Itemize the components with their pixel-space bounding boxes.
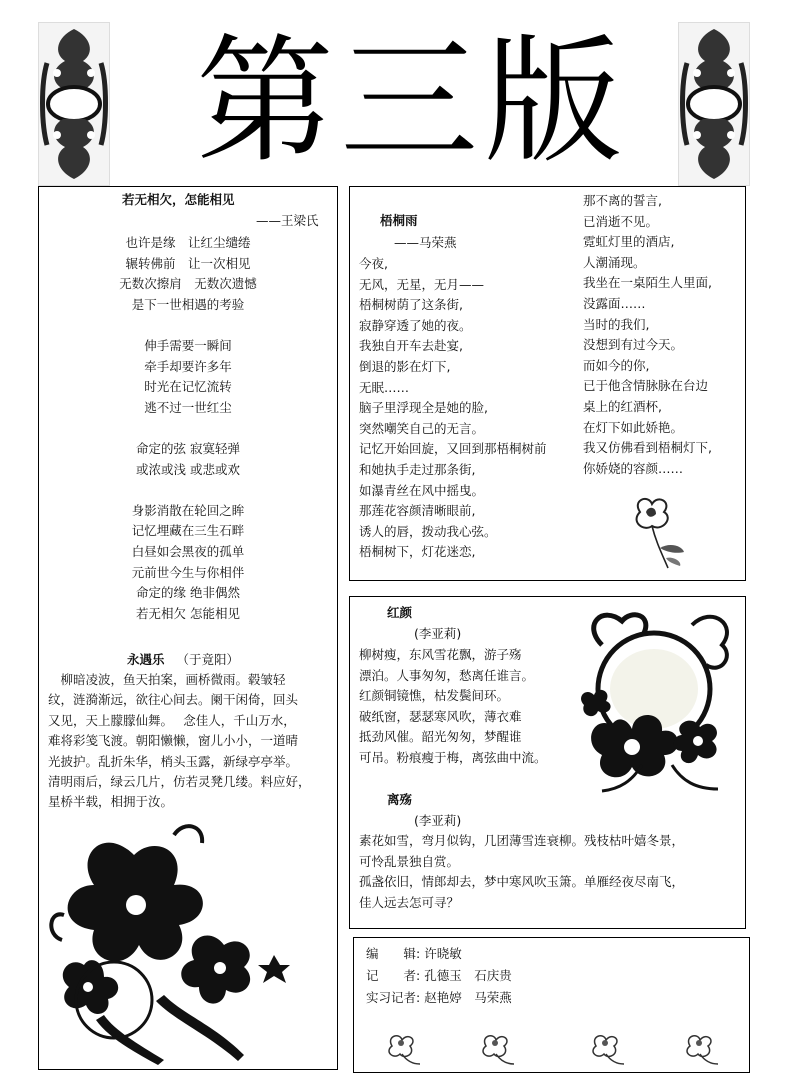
credit-intern [366,987,512,1009]
poem-line: 若无相欠 怎能相见 [136,605,240,621]
poem-line: 没露面…… [583,295,646,311]
poem-line: 无数次擦肩 无数次遗憾 [119,276,257,292]
poem-author: ——马荣燕 [394,235,457,250]
poem-line: 和她执手走过那条街, [359,461,476,477]
ci-body [48,670,334,813]
poem-line: 那不离的誓言, [583,193,662,208]
poem-line: 霓虹灯里的酒店, [583,234,675,250]
poem-line: 或浓或浅 或悲或欢 [136,461,240,477]
poem-line: 梧桐树下，灯花迷恋, [359,544,476,560]
poem-line: 伸手需要一瞬间 [144,337,232,353]
poem-line: 时光在记忆流转 [144,379,232,395]
credit-label: 实习记者: [366,990,421,1005]
poem-line: 我又仿佛看到梧桐灯下, [583,440,712,456]
poem-line [40,418,336,439]
poem-line: 记忆开始回旋，又回到那梧桐树前 [359,441,547,457]
poem-line: 如瀑青丝在风中摇曳。 [359,482,485,498]
credit-value: 赵艳婷 马荣燕 [424,990,512,1005]
poem-line: 元前世今生与你相伴 [131,564,245,580]
poem-line [40,315,336,336]
poem-line: 诱人的唇，拨动我心弦。 [359,523,497,539]
poem-line: 我独自开车去赴宴, [359,338,463,354]
ci-line: 柳暗凌波，鱼天拍案，画桥微雨。毂皱轻 [48,672,286,687]
poem-line: 梧桐树荫了这条街, [359,297,463,313]
poem-line: 没想到有过今天。 [583,337,684,353]
poem-line: 逃不过一世红尘 [144,399,232,415]
ci-line: 纹，涟漪渐远，欲往心间去。阑干闲倚，回头 [48,692,299,708]
poem-line: 破纸窗，瑟瑟寒风吹，薄衣难 [359,708,522,724]
poem-body [359,645,579,769]
poem-line: 漂泊。人事匆匆，愁离任谁言。 [359,667,535,683]
ci-line: 难将彩笺飞渡。朝阳懒懒，窗儿小小，一道晴 [48,733,299,749]
poem-line [40,480,336,501]
poem-title: 若无相欠，怎能相见 [122,192,235,207]
poem-line: 辗转佛前 让一次相见 [125,255,251,271]
floral-swirl-illustration [572,605,738,793]
poem-line: 已于他含情脉脉在台边 [583,378,709,394]
credit-reporter [366,965,512,987]
poem-title: 永遇乐 [127,652,165,667]
poem-line: 今夜, [359,256,388,271]
ci-line: 星桥半载，相拥于汝。 [48,794,174,810]
rose-icon [622,492,702,572]
poem-line: 白昼如会黑夜的孤单 [131,543,245,559]
credit-value: 许晓敏 [424,946,462,961]
poem-line: 身影消散在轮回之眸 [131,502,245,518]
poem-title: 离殇 [387,792,413,807]
poem-line: 而如今的你, [583,357,650,373]
hibiscus-flower-icon [44,815,300,1065]
poem-line: 抵劲风催。韶光匆匆，梦醒谁 [359,729,522,745]
poem-line: 桌上的红酒杯, [583,398,662,414]
rose-sketch [622,492,702,572]
page-title: 第三版 [196,21,629,182]
poem-line: 在灯下如此娇艳。 [583,419,684,435]
poem-line: 佳人远去怎可寻？ [359,894,460,910]
poem-author: ——王梁氏 [256,213,319,228]
poem-line: 脑子里浮现全是她的脸, [359,400,488,416]
right-ornament [678,22,750,186]
poem-line: 柳树瘦，东风雪花飘，游子殇 [359,647,522,662]
credit-label: 记 者: [366,968,421,983]
poem-line: 命定的缘 绝非偶然 [136,585,240,601]
poem-line: 无风，无星，无月—— [359,276,485,292]
ci-line: 清明雨后，绿云几片，仿若灵凳几缕。料应好， [48,774,311,790]
poem-line: 可吊。粉痕瘦于梅，离弦曲中流。 [359,749,547,765]
poem-body [40,233,336,624]
poem-title: 红颜 [387,605,413,620]
credit-label: 编 辑: [366,946,421,961]
poem-heading [127,650,239,671]
poem-line: 无眠…… [359,379,410,395]
flower-illustration [44,815,300,1065]
poem-author: （于竟阳） [176,652,240,667]
left-ornament [38,22,110,186]
poem-column-1 [359,254,581,563]
rose-border [380,1030,730,1066]
poem-line: 牵手却要许多年 [144,358,232,374]
credits [366,943,512,1009]
poem-line: 寂静穿透了她的夜。 [359,317,472,333]
poem-line: 当时的我们, [583,316,650,332]
poem-line: 那莲花容颜清晰眼前, [359,503,476,519]
poem-line: 我坐在一桌陌生人里面, [583,275,712,291]
poem-line: 是下一世相遇的考验 [131,296,245,312]
poem-author: (李亚莉) [414,813,462,828]
poem-line: 人潮涌现。 [583,254,646,270]
floral-swirl-icon [572,605,738,793]
poem-line: 也许是缘 让红尘缱绻 [125,235,251,250]
poem-line: 突然嘲笑自己的无言。 [359,420,485,436]
poem-title: 梧桐雨 [380,213,418,228]
poem-line: 命定的弦 寂寞轻弹 [136,440,240,456]
poem-author: (李亚莉) [414,626,462,641]
scroll-ornament-icon [39,23,109,185]
scroll-ornament-icon [679,23,749,185]
poem-line: 你娇娆的容颜…… [583,460,684,476]
poem-line: 孤盏依旧，情郎却去，梦中寒风吹玉箫。单雁经夜尽南飞， [359,874,685,890]
poem-line: 红颜铜镜憔，枯发鬓间环。 [359,688,510,704]
ci-line: 光披护。乱折朱华，梢头玉露，新绿亭亭举。 [48,753,299,769]
poem-column-2 [583,191,743,479]
ci-line: 又见，天上朦朦仙舞。 念佳人，千山万水， [48,712,296,728]
poem-line: 已消逝不见。 [583,213,659,229]
credit-value: 孔德玉 石庆贵 [424,968,512,983]
poem-line: 素花如雪，弯月似钩，几团薄雪连衰柳。残枝枯叶嬉冬景， [359,833,685,848]
poem-line: 倒退的影在灯下, [359,358,451,374]
poem-line: 记忆埋藏在三生石畔 [131,523,245,539]
rose-row-icon [380,1030,730,1066]
poem-line: 可怜乱景独自赏。 [359,853,460,869]
poem-body [359,831,743,913]
credit-editor [366,943,512,965]
